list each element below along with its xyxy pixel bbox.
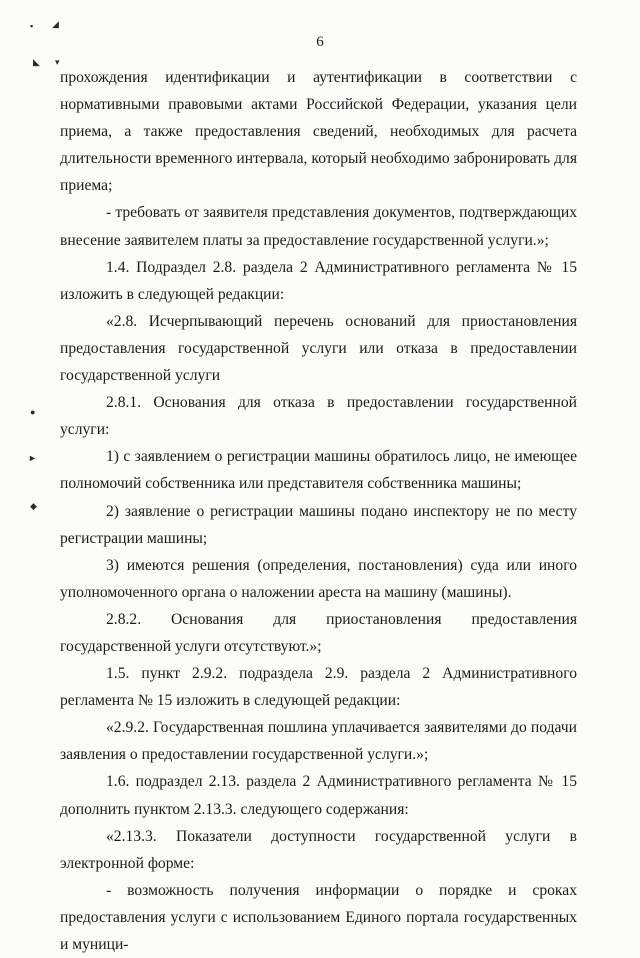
- paragraph: 1.4. Подраздел 2.8. раздела 2 Административного регламента № 15 изложить в следующей редакции:: [60, 258, 577, 303]
- scan-mark: ●: [30, 407, 36, 417]
- paragraph: «2.9.2. Государственная пошлина уплачивается заявителями до подачи заявления о предоставлении государственной услуги.»;: [60, 719, 577, 764]
- scan-mark: ◢: [52, 19, 59, 29]
- scan-mark: ◆: [30, 501, 37, 511]
- scan-mark: ►: [28, 453, 37, 463]
- document-body: [60, 64, 577, 958]
- paragraph: «2.13.3. Показатели доступности государственной услуги в электронной форме:: [60, 827, 577, 872]
- scan-mark: ▾: [55, 57, 60, 67]
- paragraph: 1.6. подраздел 2.13. раздела 2 Административного регламента № 15 дополнить пунктом 2.13.3. следующего содержания:: [60, 773, 577, 818]
- scan-mark: ◣: [33, 57, 40, 67]
- scan-mark: ▪: [30, 21, 34, 31]
- paragraph: «2.8. Исчерпывающий перечень оснований для приостановления предоставления государственной услуги или отказа в предоставлении государственной услуги: [60, 312, 577, 385]
- paragraph: 1.5. пункт 2.9.2. подраздела 2.9. раздела 2 Административного регламента № 15 изложить в следующей редакции:: [60, 665, 577, 710]
- paragraph: 2.8.2. Основания для приостановления предоставления государственной услуги отсутствуют.»;: [60, 610, 577, 655]
- paragraph: 2) заявление о регистрации машины подано инспектору не по месту регистрации машины;: [60, 502, 577, 547]
- paragraph: 3) имеются решения (определения, постановления) суда или иного уполномоченного органа о наложении ареста на машину (машины).: [60, 556, 577, 601]
- page-number: 6: [316, 34, 324, 50]
- paragraph: 1) с заявлением о регистрации машины обратилось лицо, не имеющее полномочий собственника или представителя собственника машины;: [60, 448, 577, 493]
- paragraph: - возможность получения информации о порядке и сроках предоставления услуги с использованием Единого портала государственных и муници-: [60, 881, 577, 953]
- paragraph: прохождения идентификации и аутентификации в соответствии с нормативными правовыми актами Российской Федерации, указания цели приема, а также предоставления сведений, необходимых для расчета длительности временного интервала, который необходимо забронировать для приема;: [60, 69, 577, 195]
- paragraph: 2.8.1. Основания для отказа в предоставлении государственной услуги:: [60, 394, 577, 439]
- paragraph: - требовать от заявителя представления документов, подтверждающих внесение заявителем платы за предоставление государственной услуги.»;: [60, 204, 577, 249]
